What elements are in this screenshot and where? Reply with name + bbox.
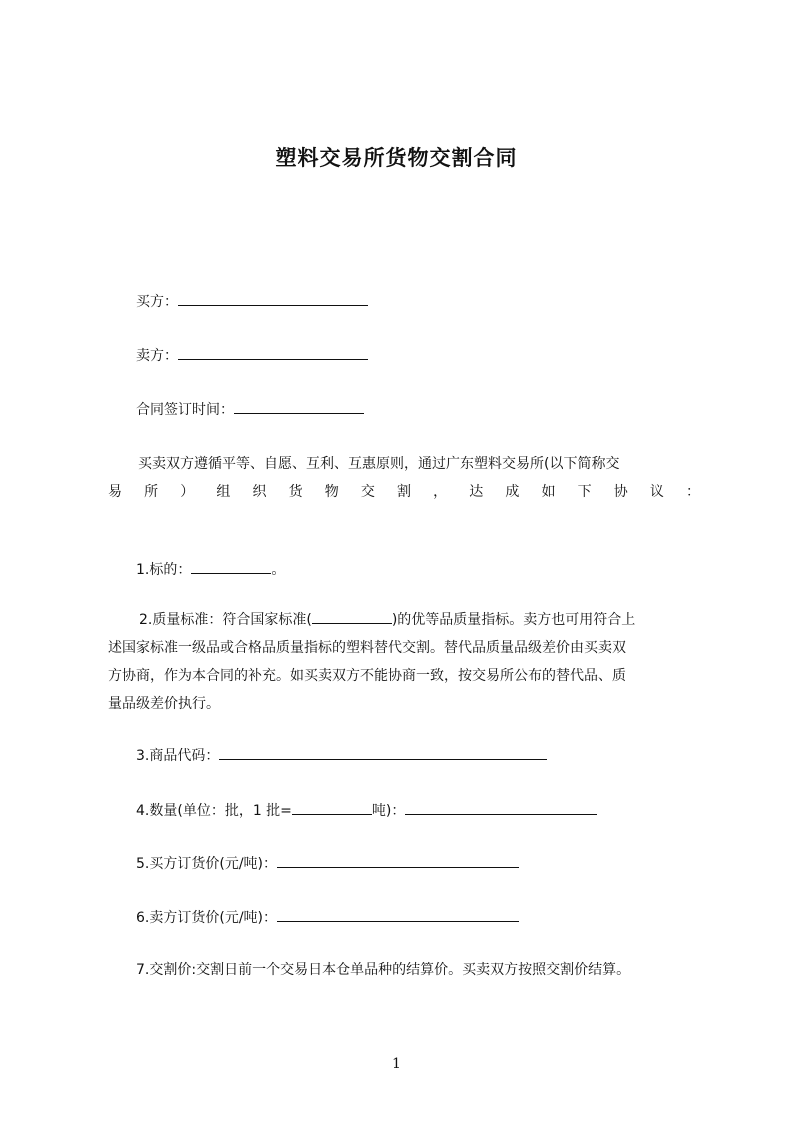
seller-label: 卖方：	[136, 348, 178, 364]
intro-line-2-char: 达	[469, 484, 484, 500]
intro-line-2-char: 组	[216, 484, 231, 500]
item-2-blank	[312, 608, 392, 624]
document-title: 塑料交易所货物交割合同	[275, 146, 518, 170]
intro-line-2-char: ，	[433, 484, 448, 500]
item-2-line-1	[108, 606, 702, 634]
item-4-line	[136, 799, 597, 821]
intro-line-2-char: 如	[541, 484, 556, 500]
intro-line-2-char: 货	[288, 484, 303, 500]
intro-line-1: 买卖双方遵循平等、自愿、互利、互惠原则，通过广东塑料交易所(以下简称交	[138, 456, 620, 472]
item-3-label: 3.商品代码：	[136, 748, 220, 764]
intro-line-2	[108, 478, 700, 506]
intro-line-2-char: 下	[577, 484, 592, 500]
item-4-text-b: 吨)：	[371, 803, 406, 819]
item-2-text-b: )的优等品质量指标。卖方也可用符合上	[391, 612, 636, 628]
item-1-suffix: 。	[271, 562, 286, 578]
intro-line-2-char: 协	[613, 484, 628, 500]
item-5-label: 5.买方订货价(元/吨)：	[136, 856, 277, 872]
intro-line-2-char: 所	[144, 484, 159, 500]
item-5-line	[136, 852, 519, 874]
item-2-text-a: 2.质量标准：符合国家标准(	[139, 612, 312, 628]
item-5-blank	[277, 852, 519, 868]
item-2-line-3: 方协商，作为本合同的补充。如买卖双方不能协商一致，按交易所公布的替代品、质	[108, 668, 626, 684]
intro-line-2-char: 交	[360, 484, 375, 500]
item-2-paragraph	[108, 606, 702, 718]
item-6-line	[136, 906, 519, 928]
intro-paragraph	[108, 450, 700, 506]
buyer-label: 买方：	[136, 294, 178, 310]
intro-line-2-char: 织	[252, 484, 267, 500]
sign-time-blank	[234, 398, 364, 414]
sign-time-line	[136, 398, 364, 420]
intro-line-2-char: 易	[108, 484, 122, 500]
item-2-line-4: 量品级差价执行。	[108, 696, 220, 712]
item-1-label: 1.标的：	[136, 562, 192, 578]
item-6-label: 6.卖方订货价(元/吨)：	[136, 910, 277, 926]
buyer-blank	[178, 290, 368, 306]
intro-line-2-char: 成	[505, 484, 520, 500]
item-2-line-2: 述国家标准一级品或合格品质量指标的塑料替代交割。替代品质量品级差价由买卖双	[108, 640, 626, 656]
intro-line-2-char: ）	[180, 484, 195, 500]
item-1-blank	[191, 558, 271, 574]
item-4-batch-blank	[292, 799, 372, 815]
seller-blank	[178, 344, 368, 360]
intro-line-2-char: 物	[324, 484, 339, 500]
page-number: 1	[392, 1056, 401, 1072]
intro-line-2-char: ：	[686, 484, 700, 500]
sign-time-label: 合同签订时间：	[136, 402, 234, 418]
buyer-line	[136, 290, 368, 312]
item-3-blank	[219, 744, 547, 760]
item-3-line	[136, 744, 547, 766]
item-1-line	[136, 558, 285, 580]
seller-line	[136, 344, 368, 366]
item-4-quantity-blank	[405, 799, 597, 815]
item-7-line: 7.交割价:交割日前一个交易日本仓单品种的结算价。买卖双方按照交割价结算。	[136, 962, 631, 978]
intro-line-2-char: 割	[397, 484, 411, 500]
item-4-text-a: 4.数量(单位：批，1 批=	[136, 803, 292, 819]
item-6-blank	[277, 906, 519, 922]
intro-line-2-char: 议	[649, 484, 664, 500]
